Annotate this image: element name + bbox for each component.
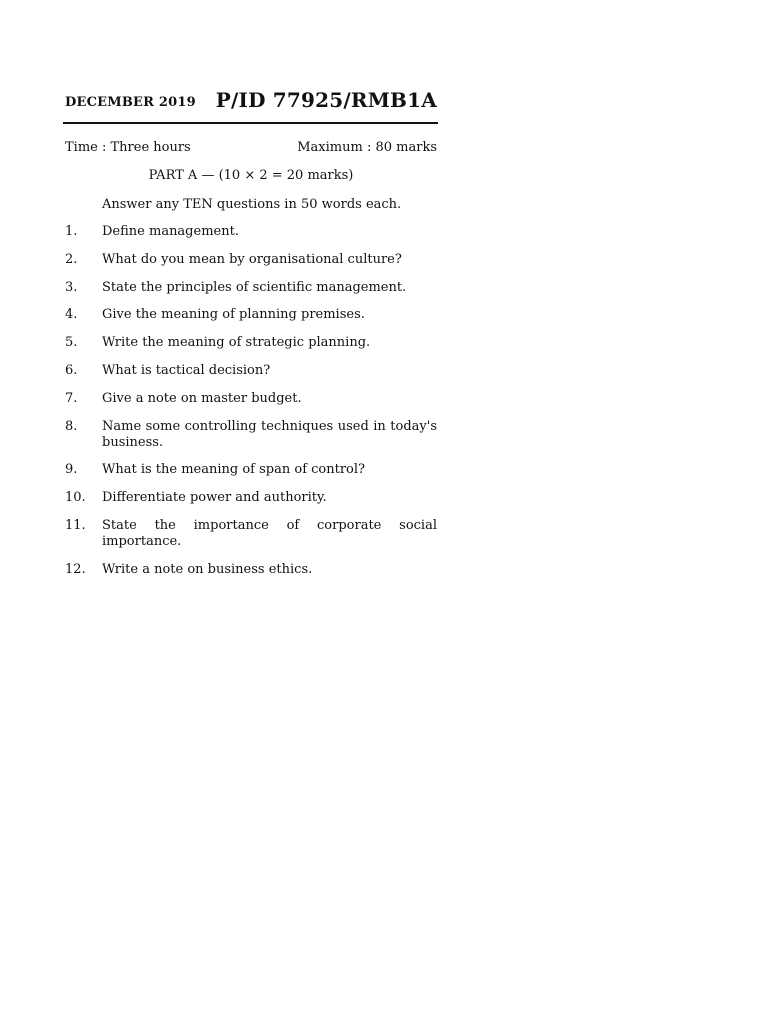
- question-item: [65, 518, 437, 550]
- header-divider: [63, 122, 438, 124]
- question-text: Write a note on business ethics.: [102, 561, 313, 577]
- question-number: 7.: [65, 390, 78, 406]
- question-number: 1.: [65, 224, 78, 239]
- question-list: [65, 224, 437, 590]
- exam-meta: [65, 140, 437, 155]
- question-number: 11.: [65, 517, 86, 533]
- question-text: Define management.: [102, 224, 239, 239]
- question-item: [65, 363, 437, 379]
- question-number: 2.: [65, 251, 78, 267]
- question-text: What is tactical decision?: [102, 362, 271, 378]
- question-text: What do you mean by organisational culture?: [102, 251, 402, 267]
- part-a-instruction: Answer any TEN questions in 50 words each.: [102, 197, 402, 212]
- question-number: 9.: [65, 462, 78, 478]
- question-item: [65, 562, 437, 578]
- question-item: [65, 490, 437, 506]
- paper-id: P/ID 77925/RMB1A: [215, 88, 437, 112]
- question-number: 10.: [65, 490, 86, 506]
- question-item: [65, 419, 437, 451]
- maximum-marks: Maximum : 80 marks: [297, 140, 437, 155]
- time-allowed: Time : Three hours: [65, 140, 191, 155]
- question-text: State the importance of corporate social importance.: [102, 517, 437, 549]
- part-a-heading: PART A — (10 × 2 = 20 marks): [148, 168, 354, 183]
- question-item: [65, 280, 437, 296]
- question-text: Name some controlling techniques used in today's business.: [102, 418, 437, 450]
- question-text: Write the meaning of strategic planning.: [102, 335, 371, 351]
- question-item: [65, 335, 437, 351]
- question-item: [65, 307, 437, 323]
- question-text: What is the meaning of span of control?: [102, 462, 366, 478]
- question-number: 3.: [65, 279, 78, 295]
- question-number: 5.: [65, 335, 78, 351]
- question-text: Differentiate power and authority.: [102, 490, 327, 506]
- question-number: 8.: [65, 418, 78, 434]
- question-number: 6.: [65, 362, 78, 378]
- question-text: Give a note on master budget.: [102, 390, 302, 406]
- question-number: 12.: [65, 561, 86, 577]
- exam-paper: [65, 86, 437, 577]
- question-item: [65, 391, 437, 407]
- question-text: Give the meaning of planning premises.: [102, 307, 365, 323]
- question-item: [65, 252, 437, 268]
- question-number: 4.: [65, 307, 78, 323]
- question-item: [65, 462, 437, 478]
- exam-date: DECEMBER 2019: [65, 95, 196, 110]
- paper-header: [65, 86, 437, 112]
- question-text: State the principles of scientific management.: [102, 279, 407, 295]
- question-item: [65, 224, 437, 240]
